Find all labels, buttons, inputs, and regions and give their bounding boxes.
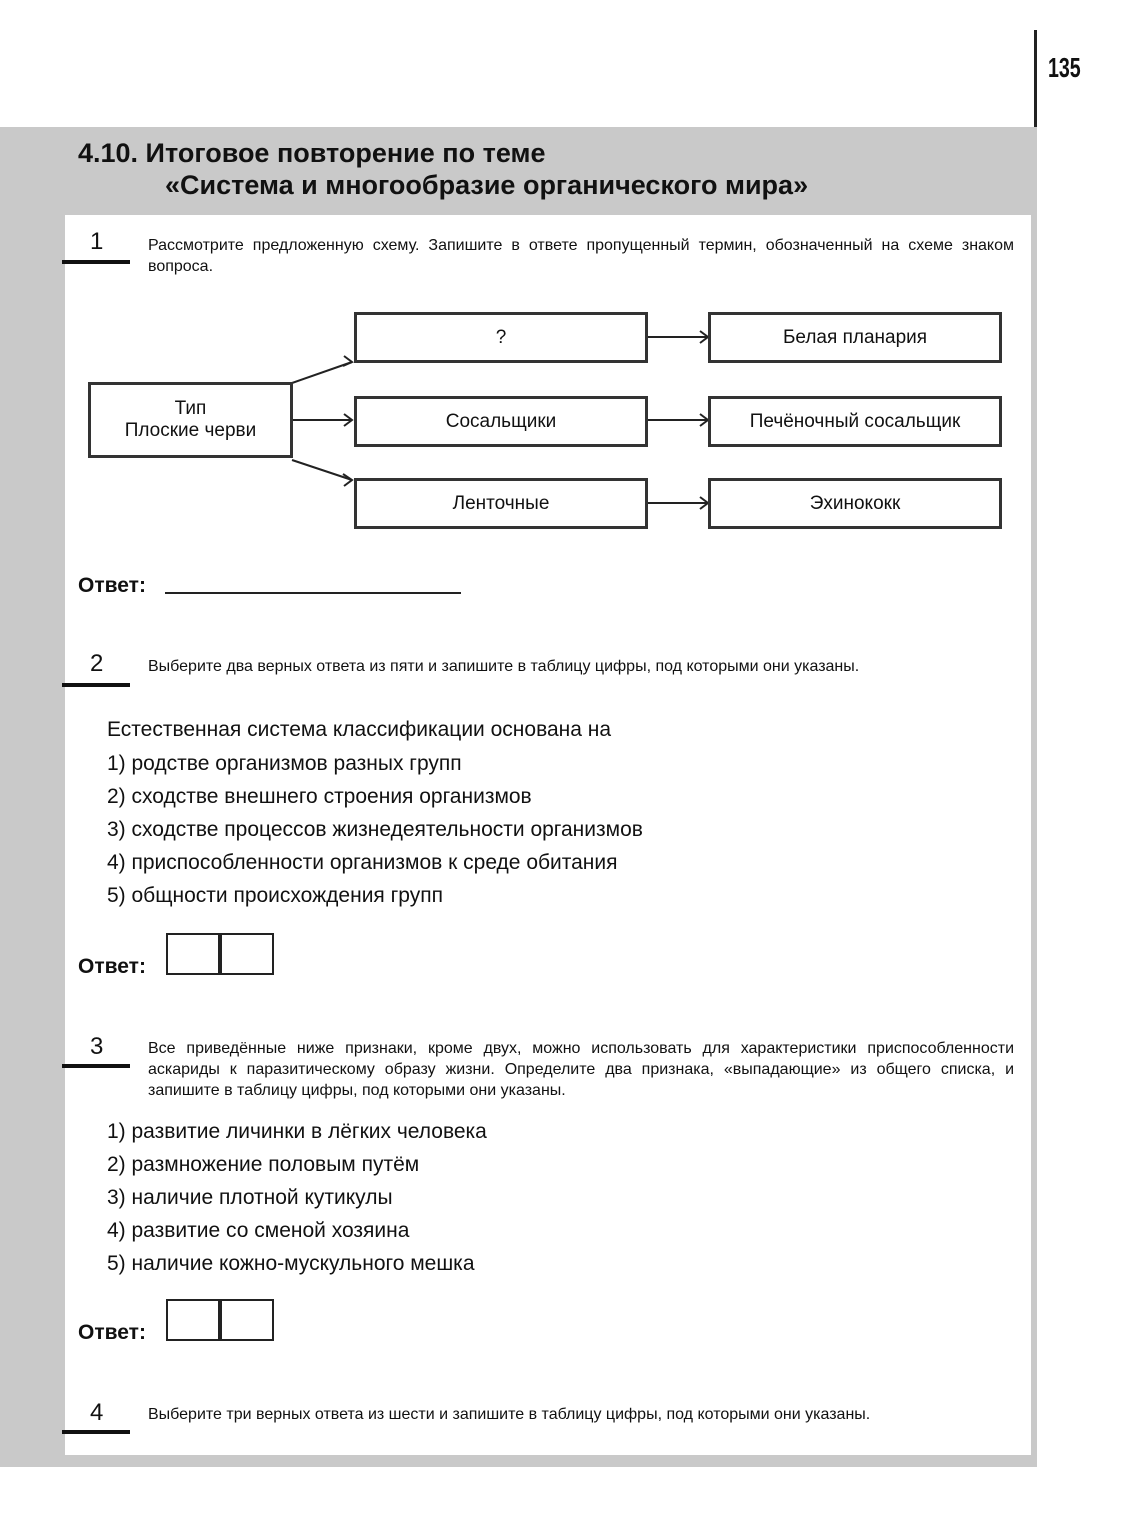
answer-cell[interactable] (166, 1299, 220, 1341)
diagram-class: ? (354, 312, 648, 363)
diagram-root (88, 382, 293, 458)
root-label: Плоские черви (124, 420, 257, 441)
option: 3) наличие плотной кутикулы (107, 1186, 393, 1209)
option: 5) наличие кожно-мускульного мешка (107, 1252, 475, 1275)
question-number: 4 (90, 1399, 104, 1426)
diagram-example: Белая планария (708, 312, 1002, 363)
question-number: 2 (90, 650, 104, 677)
option: 1) родстве организмов разных групп (107, 752, 462, 775)
root-label: Тип (174, 398, 207, 419)
question-bar (62, 1064, 130, 1068)
answer-line[interactable] (165, 592, 461, 594)
option: 4) приспособленности организмов к среде обитания (107, 851, 618, 874)
question-instruction: Все приведённые ниже признаки, кроме двух, можно использовать для характеристики приспособленности аскариды к паразитическому образу жизни. Определите два признака, «выпадающие» из общего списка, и запишите в таблицу цифры, под которыми они указаны. (148, 1040, 1014, 1099)
answer-label: Ответ: (78, 574, 146, 597)
answer-cell[interactable] (220, 1299, 274, 1341)
option: 1) развитие личинки в лёгких человека (107, 1120, 487, 1143)
question-number: 1 (90, 228, 104, 255)
diagram-example: Эхинококк (708, 478, 1002, 529)
answer-cell[interactable] (166, 933, 220, 975)
option: 3) сходстве процессов жизнедеятельности организмов (107, 818, 643, 841)
section-subtitle: «Система и многообразие органического мира» (165, 170, 809, 200)
answer-label: Ответ: (78, 955, 146, 978)
option: 2) размножение половым путём (107, 1153, 420, 1176)
section-title: 4.10. Итоговое повторение по теме (78, 138, 546, 168)
page-number: 135 (1048, 52, 1081, 83)
question-bar (62, 683, 130, 687)
option: 2) сходстве внешнего строения организмов (107, 785, 532, 808)
option: 4) развитие со сменой хозяина (107, 1219, 410, 1242)
answer-label: Ответ: (78, 1321, 146, 1344)
question-number: 3 (90, 1033, 104, 1060)
option: 5) общности происхождения групп (107, 884, 443, 907)
answer-cell[interactable] (220, 933, 274, 975)
question-instruction: Выберите три верных ответа из шести и запишите в таблицу цифры, под которыми они указаны. (148, 1406, 871, 1423)
diagram-class: Ленточные (354, 478, 648, 529)
question-stem: Естественная система классификации основана на (107, 718, 612, 741)
question-bar (62, 1430, 130, 1434)
diagram-class: Сосальщики (354, 396, 648, 447)
question-instruction: Рассмотрите предложенную схему. Запишите в ответе пропущенный термин, обозначенный на схеме знаком вопроса. (148, 237, 1014, 275)
question-instruction: Выберите два верных ответа из пяти и запишите в таблицу цифры, под которыми они указаны. (148, 658, 860, 675)
diagram-example: Печёночный сосальщик (708, 396, 1002, 447)
